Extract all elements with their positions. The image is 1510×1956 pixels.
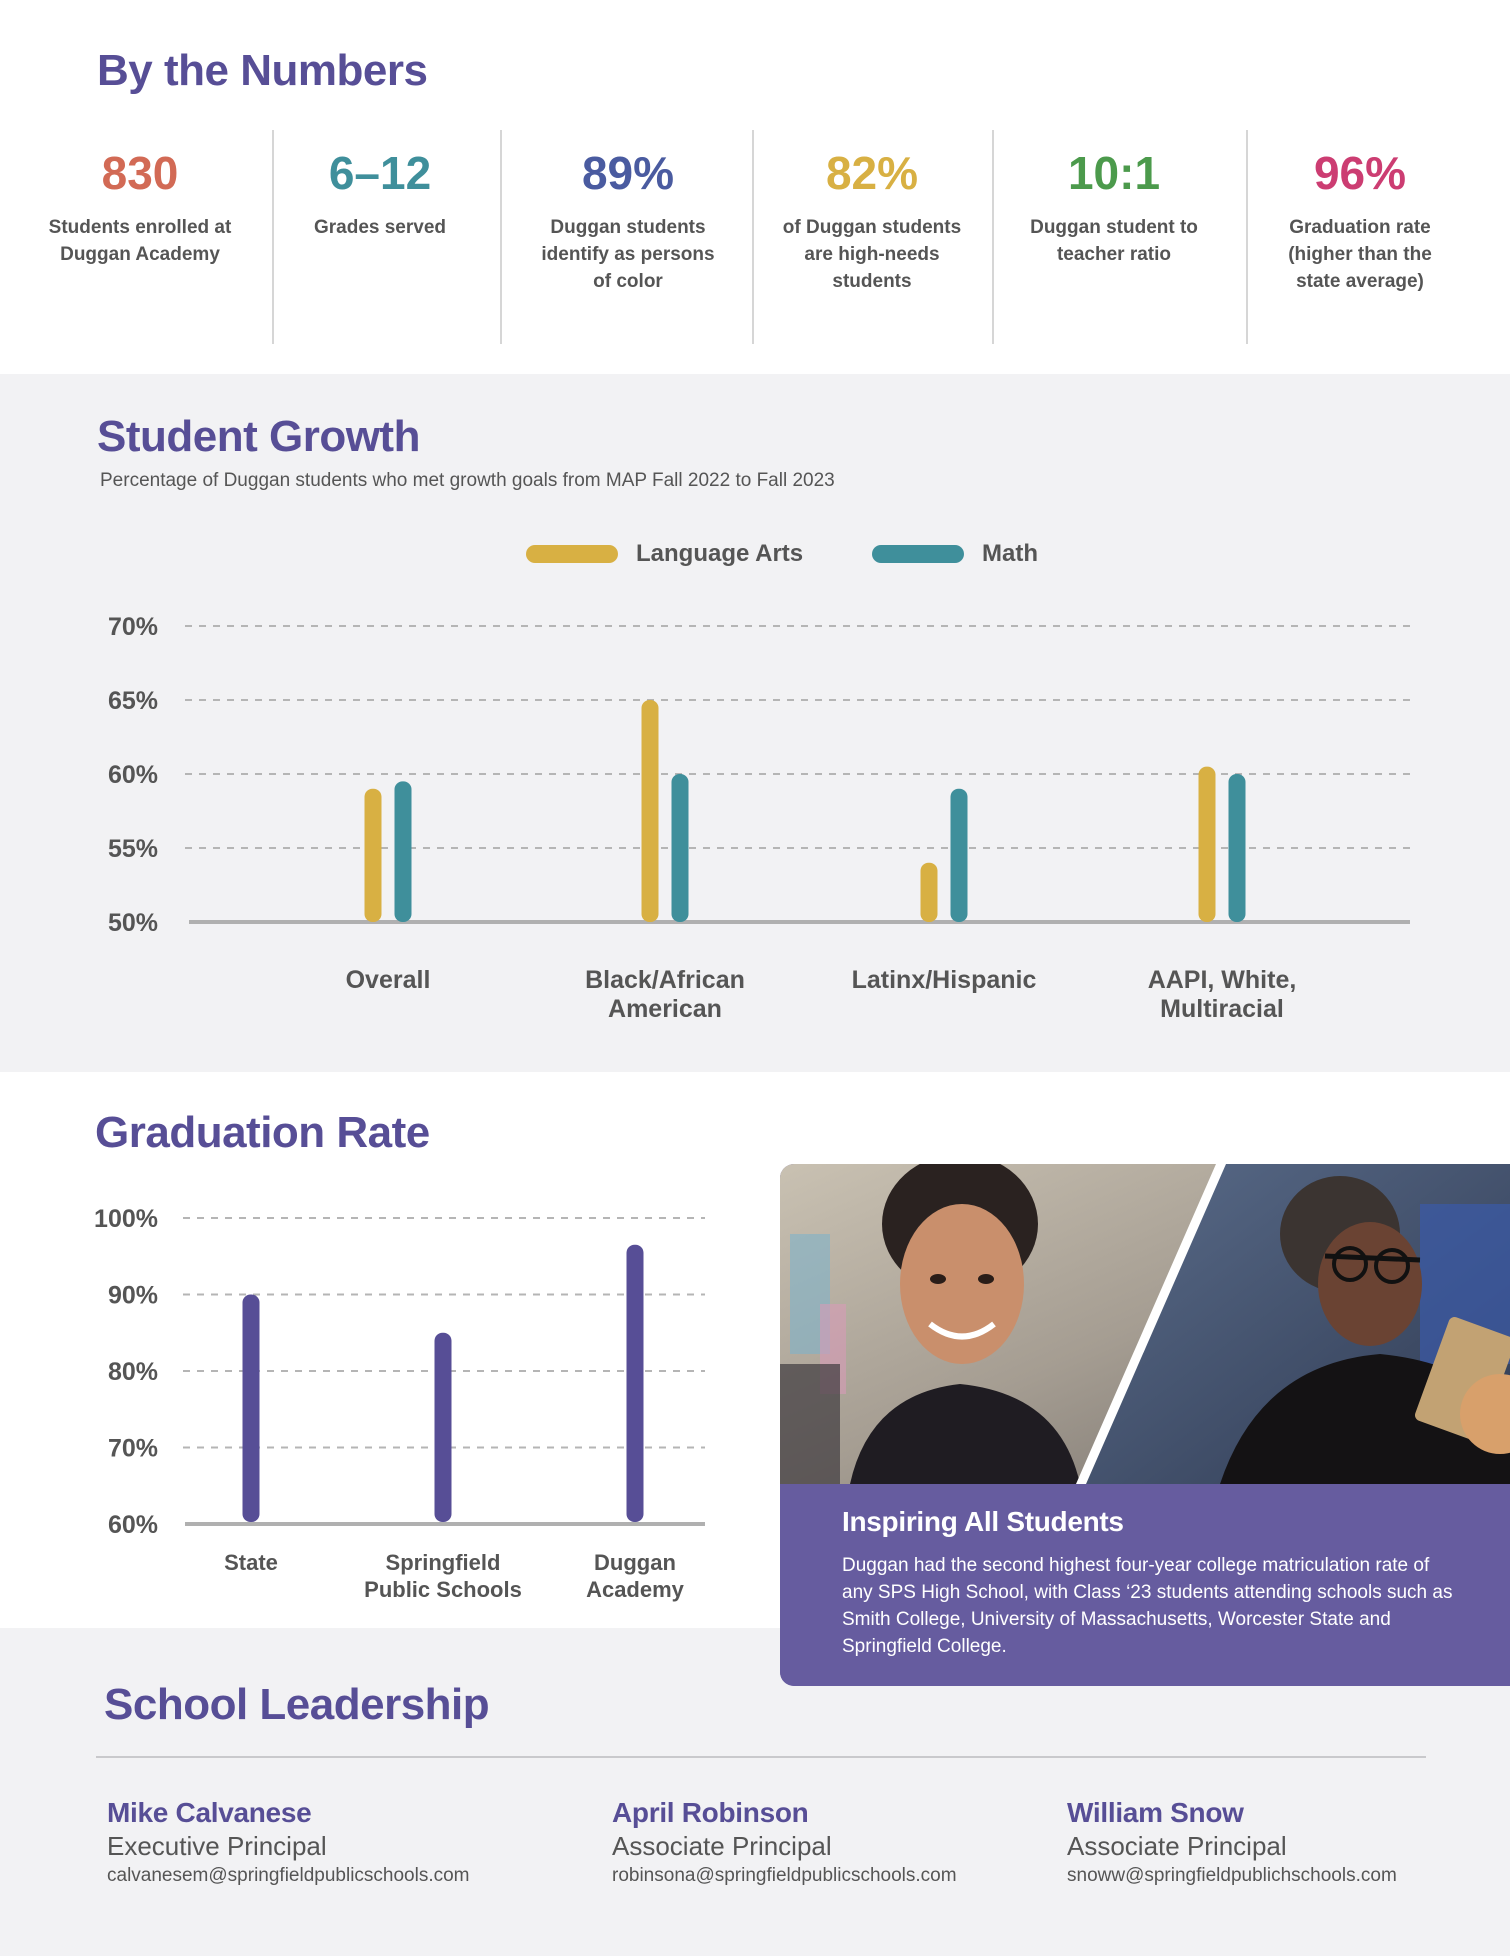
stat-label: Grades served xyxy=(313,217,447,238)
leader-email[interactable]: calvanesem@springfieldpublicschools.com xyxy=(107,1865,470,1886)
stat-grades xyxy=(290,130,470,344)
stat-label: of Duggan students are high-needs students xyxy=(782,217,962,292)
y-tick-label: 80% xyxy=(107,1358,158,1386)
stat-label: Graduation rate (higher than the state average) xyxy=(1288,217,1432,292)
leader-name: April Robinson xyxy=(612,1797,809,1828)
y-tick-label: 90% xyxy=(107,1281,158,1310)
stats-row xyxy=(40,130,1480,344)
y-tick-label: 65% xyxy=(107,687,158,715)
stat-divider xyxy=(1246,130,1248,344)
caption-text: Duggan had the second highest four-year college matriculation rate of any SPS High School, with Class ‘23 students attending schools such as Smith College, University of Massachusetts, Worcester State and Springfield College. xyxy=(842,1555,1453,1657)
leader-name: Mike Calvanese xyxy=(107,1797,312,1828)
stat-value: 82% xyxy=(825,147,919,199)
by-the-numbers-section xyxy=(0,0,1510,374)
y-tick-label: 60% xyxy=(107,761,158,789)
leadership-divider xyxy=(96,1756,1426,1758)
y-tick-label: 60% xyxy=(107,1511,158,1539)
stat-value: 6–12 xyxy=(328,147,432,199)
stat-persons-of-color xyxy=(528,130,728,344)
graduation-rate-title: Graduation Rate xyxy=(95,1108,430,1157)
y-tick-label: 50% xyxy=(107,909,158,937)
inspiring-students-card xyxy=(780,1164,1510,1686)
stat-value: 830 xyxy=(101,147,179,199)
bar-math xyxy=(951,789,968,922)
y-tick-label: 70% xyxy=(107,613,158,641)
bar-graduation-rate xyxy=(627,1245,644,1522)
leader-role: Executive Principal xyxy=(107,1831,327,1861)
x-tick-label: Latinx/Hispanic xyxy=(851,966,1037,994)
stat-graduation-rate xyxy=(1260,130,1460,344)
leader-card-calvanese xyxy=(107,1796,470,1890)
student-growth-subtitle: Percentage of Duggan students who met growth goals from MAP Fall 2022 to Fall 2023 xyxy=(100,470,835,491)
stat-divider xyxy=(992,130,994,344)
x-tick-label: Duggan Academy xyxy=(586,1550,684,1602)
stat-high-needs xyxy=(772,130,972,344)
leader-card-snow xyxy=(1067,1796,1397,1890)
bar-graduation-rate xyxy=(243,1295,260,1523)
stat-label: Students enrolled at Duggan Academy xyxy=(48,217,232,265)
y-tick-label: 100% xyxy=(94,1205,158,1233)
bar-language-arts xyxy=(1199,767,1216,922)
stat-divider xyxy=(752,130,754,344)
x-tick-label: AAPI, White, Multiracial xyxy=(1147,966,1297,1023)
leader-email[interactable]: snoww@springfieldpublichschools.com xyxy=(1067,1865,1397,1886)
x-tick-label: Black/African American xyxy=(585,966,745,1023)
x-tick-label: Springfield Public Schools xyxy=(364,1550,522,1602)
bar-graduation-rate xyxy=(435,1333,452,1522)
bar-math xyxy=(1229,774,1246,922)
student-growth-chart xyxy=(0,374,1510,1072)
bar-language-arts xyxy=(921,863,938,922)
school-leadership-title: School Leadership xyxy=(104,1680,490,1729)
stat-divider xyxy=(500,130,502,344)
y-tick-label: 55% xyxy=(107,835,158,863)
by-the-numbers-title: By the Numbers xyxy=(97,46,428,95)
student-growth-title: Student Growth xyxy=(97,412,420,461)
leader-name: William Snow xyxy=(1067,1797,1244,1828)
stat-label: Duggan students identify as persons of color xyxy=(541,217,715,292)
leader-role: Associate Principal xyxy=(1067,1831,1287,1861)
bar-language-arts xyxy=(642,700,659,922)
legend-label: Math xyxy=(982,540,1038,567)
x-tick-label: Overall xyxy=(345,966,431,994)
bar-math xyxy=(395,781,412,922)
students-photo xyxy=(780,1164,1510,1484)
stat-value: 89% xyxy=(581,147,675,199)
stat-ratio xyxy=(1014,130,1214,344)
leader-card-robinson xyxy=(612,1796,957,1890)
y-tick-label: 70% xyxy=(107,1434,158,1463)
bar-math xyxy=(672,774,689,922)
student-growth-section xyxy=(0,374,1510,1072)
caption-title: Inspiring All Students xyxy=(842,1506,1124,1537)
stat-enrollment xyxy=(40,130,240,344)
stat-value: 10:1 xyxy=(1067,147,1161,199)
stat-divider xyxy=(272,130,274,344)
leader-email[interactable]: robinsona@springfieldpublicschools.com xyxy=(612,1865,957,1886)
stat-label: Duggan student to teacher ratio xyxy=(1030,217,1198,265)
leader-role: Associate Principal xyxy=(612,1831,832,1861)
stat-value: 96% xyxy=(1313,147,1407,199)
graduation-rate-chart xyxy=(0,1072,760,1628)
legend-label: Language Arts xyxy=(636,540,804,567)
x-tick-label: State xyxy=(224,1550,278,1575)
bar-language-arts xyxy=(365,789,382,922)
photo-caption xyxy=(780,1484,1510,1686)
